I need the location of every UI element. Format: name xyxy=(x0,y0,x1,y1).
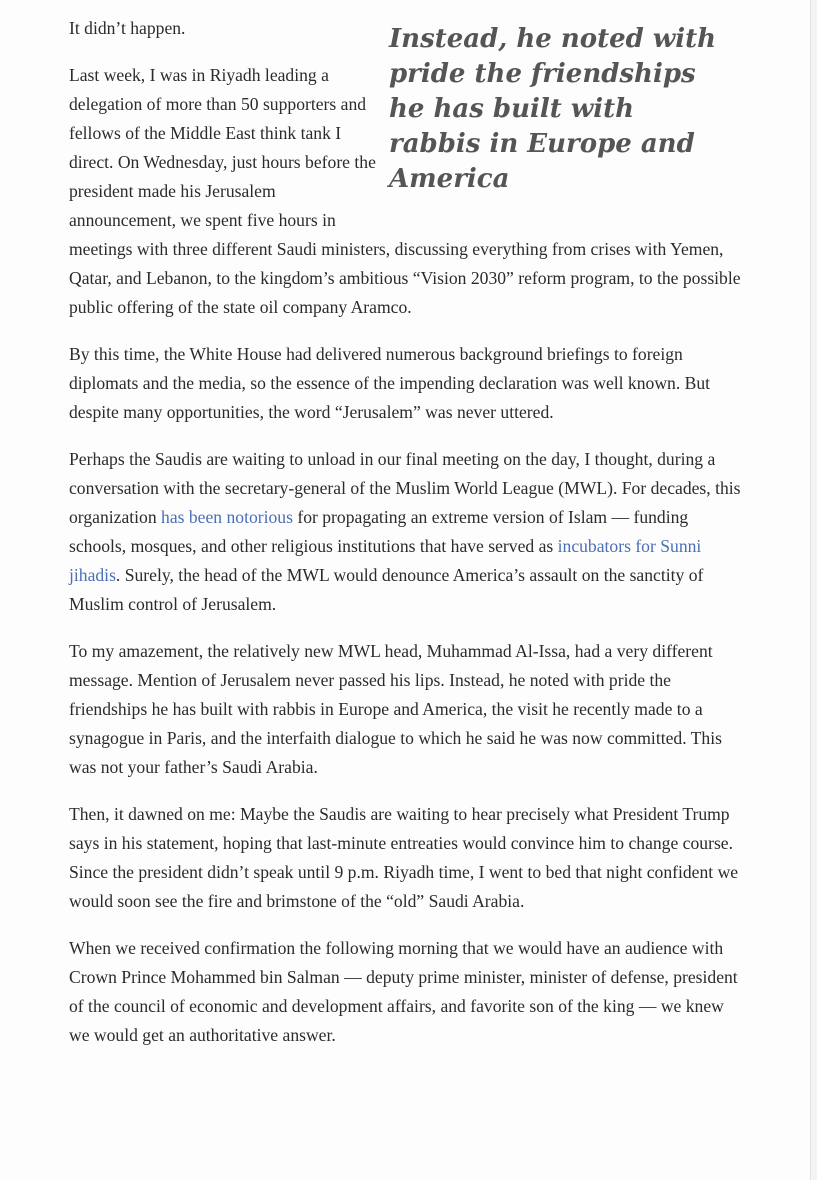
paragraph-4-text-2: for propagating an extreme version of Islam — funding schools, mosques, and other religious institutions that have served as xyxy=(69,507,689,556)
paragraph-6: Then, it dawned on me: Maybe the Saudis are waiting to hear precisely what President Trump says in his statement, hoping that last-minute entreaties would convince him to change course. Since the president didn’t speak until 9 p.m. Riyadh time, I went to bed that night confident we would soon see the fire and brimstone of the “old” Saudi Arabia. xyxy=(69,804,739,911)
link-incubators-for-sunni-jihadis[interactable]: incubators for Sunni jihadis xyxy=(69,536,702,585)
paragraph-4-text-1: Perhaps the Saudis are waiting to unload in our final meeting on the day, I thought, during a conversation with the secretary-general of the Muslim World League (MWL). For decades, this organization xyxy=(69,449,741,527)
article-body xyxy=(69,14,745,1068)
link-has-been-notorious[interactable]: has been notorious xyxy=(161,507,293,527)
paragraph-7: When we received confirmation the following morning that we would have an audience with Crown Prince Mohammed bin Salman — deputy prime minister, minister of defense, president of the council of economic and development affairs, and favorite son of the king — we knew we would get an authoritative answer. xyxy=(69,938,738,1045)
paragraph-4 xyxy=(69,445,745,619)
scrollbar-track[interactable] xyxy=(810,0,817,1180)
paragraph-2: Last week, I was in Riyadh leading a delegation of more than 50 supporters and fellows of the Middle East think tank I direct. On Wednesday, just hours before the president made his Jerusalem announcement, we spent five hours in meetings with three different Saudi ministers, discussing everything from crises with Yemen, Qatar, and Lebanon, to the kingdom’s ambitious “Vision 2030” reform program, to the possible public offering of the state oil company Aramco. xyxy=(69,65,741,317)
pull-quote: Instead, he noted with pride the friendships he has built with rabbis in Europe and America xyxy=(389,24,717,194)
paragraph-5: To my amazement, the relatively new MWL head, Muhammad Al-Issa, had a very different message. Mention of Jerusalem never passed his lips. Instead, he noted with pride the friendships he has built with rabbis in Europe and America, the visit he recently made to a synagogue in Paris, and the interfaith dialogue to which he said he was now committed. This was not your father’s Saudi Arabia. xyxy=(69,641,722,777)
paragraph-1: It didn’t happen. xyxy=(69,18,186,38)
paragraph-3: By this time, the White House had delivered numerous background briefings to foreign diplomats and the media, so the essence of the impending declaration was well known. But despite many opportunities, the word “Jerusalem” was never uttered. xyxy=(69,344,711,422)
paragraph-4-text-3: . Surely, the head of the MWL would denounce America’s assault on the sanctity of Muslim control of Jerusalem. xyxy=(69,565,704,614)
